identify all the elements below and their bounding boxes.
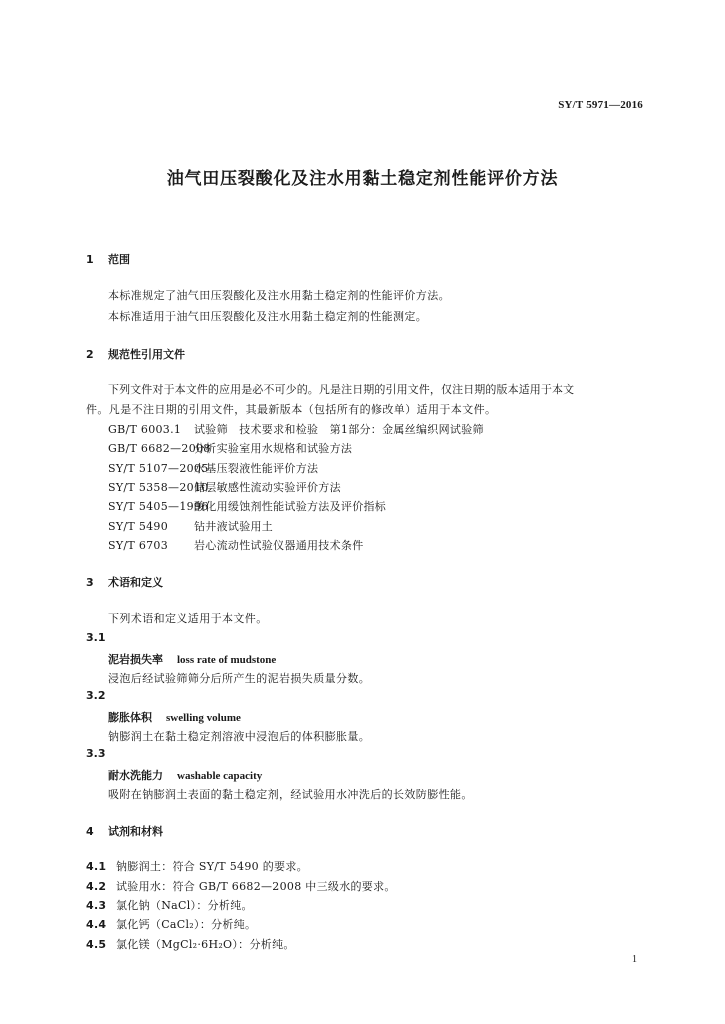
- term-definition: 浸泡后经试验筛筛分后所产生的泥岩损失质量分数。: [108, 672, 371, 685]
- item-text: 氯化镁（MgCl₂·6H₂O）：分析纯。: [116, 938, 295, 951]
- item-text: 氯化钙（CaCl₂）：分析纯。: [116, 918, 257, 931]
- term-title: [108, 767, 262, 783]
- term-title: [108, 709, 241, 725]
- term-definition: 吸附在钠膨润土表面的黏土稳定剂，经试验用水冲洗后的长效防膨性能。: [108, 788, 473, 801]
- list-item: [86, 916, 256, 932]
- item-number: 4.4: [86, 918, 107, 931]
- item-number: 4.5: [86, 938, 107, 951]
- list-item: [86, 936, 295, 952]
- item-number: 4.3: [86, 899, 107, 912]
- list-item: [86, 878, 396, 894]
- section-number: 3: [86, 576, 94, 589]
- term-zh: 耐水洗能力: [108, 769, 163, 782]
- paragraph: 本标准适用于油气田压裂酸化及注水用黏土稳定剂的性能测定。: [108, 310, 428, 323]
- reference-code: SY/T 5405—1996: [108, 500, 209, 513]
- page-title: 油气田压裂酸化及注水用黏土稳定剂性能评价方法: [166, 169, 559, 189]
- list-item: [86, 858, 308, 874]
- reference-item: [108, 460, 318, 476]
- term-en: swelling volume: [166, 712, 241, 724]
- item-number: 4.2: [86, 880, 107, 893]
- reference-item: [108, 479, 341, 495]
- reference-code: SY/T 6703: [108, 539, 169, 552]
- reference-code: GB/T 6682—2008: [108, 442, 211, 455]
- term-zh: 泥岩损失率: [108, 653, 163, 666]
- paragraph: 件。凡是不注日期的引用文件，其最新版本（包括所有的修改单）适用于本文件。: [86, 403, 497, 416]
- reference-title: 酸化用缓蚀剂性能试验方法及评价指标: [194, 500, 387, 513]
- reference-title: 水基压裂液性能评价方法: [194, 462, 319, 475]
- item-text: 氯化钠（NaCl）：分析纯。: [116, 899, 253, 912]
- reference-code: SY/T 5107—2005: [108, 462, 209, 475]
- item-text: 试验用水：符合 GB/T 6682—2008 中三级水的要求。: [116, 880, 396, 893]
- reference-title: 钻井液试验用土: [194, 520, 274, 533]
- reference-item: [108, 518, 273, 534]
- section-title: 范围: [108, 253, 130, 266]
- section-title: 试剂和材料: [108, 825, 163, 838]
- reference-item: [108, 421, 484, 437]
- section-title: 术语和定义: [108, 576, 163, 589]
- section-number: 2: [86, 348, 94, 361]
- section-3-heading: [86, 574, 163, 590]
- reference-code: SY/T 5490: [108, 520, 169, 533]
- term-zh: 膨胀体积: [108, 711, 152, 724]
- list-item: [86, 897, 253, 913]
- paragraph: 本标准规定了油气田压裂酸化及注水用黏土稳定剂的性能评价方法。: [108, 289, 450, 302]
- term-definition: 钠膨润土在黏土稳定剂溶液中浸泡后的体积膨胀量。: [108, 730, 371, 743]
- item-text: 钠膨润土：符合 SY/T 5490 的要求。: [116, 860, 308, 873]
- section-number: 4: [86, 825, 94, 838]
- reference-title: 试验筛 技术要求和检验 第1部分：金属丝编织网试验筛: [194, 423, 484, 436]
- paragraph: 下列术语和定义适用于本文件。: [108, 612, 268, 625]
- section-number: 1: [86, 253, 94, 266]
- section-2-heading: [86, 346, 185, 362]
- term-number: 3.1: [86, 631, 106, 644]
- standard-code: SY/T 5971—2016: [558, 99, 643, 111]
- section-4-heading: [86, 823, 163, 839]
- reference-item: [108, 537, 364, 553]
- item-number: 4.1: [86, 860, 107, 873]
- reference-code: SY/T 5358—2010: [108, 481, 209, 494]
- reference-item: [108, 498, 386, 514]
- term-title: [108, 651, 276, 667]
- reference-title: 岩心流动性试验仪器通用技术条件: [194, 539, 364, 552]
- reference-code: GB/T 6003.1: [108, 423, 182, 436]
- paragraph: 下列文件对于本文件的应用是必不可少的。凡是注日期的引用文件，仅注日期的版本适用于本文: [108, 383, 575, 396]
- term-en: loss rate of mudstone: [177, 654, 277, 666]
- reference-title: 储层敏感性流动实验评价方法: [194, 481, 341, 494]
- reference-item: [108, 440, 352, 456]
- term-en: washable capacity: [177, 770, 263, 782]
- section-1-heading: [86, 251, 130, 267]
- reference-title: 分析实验室用水规格和试验方法: [194, 442, 353, 455]
- page-number: 1: [632, 954, 637, 965]
- term-number: 3.2: [86, 689, 106, 702]
- section-title: 规范性引用文件: [108, 348, 185, 361]
- term-number: 3.3: [86, 747, 106, 760]
